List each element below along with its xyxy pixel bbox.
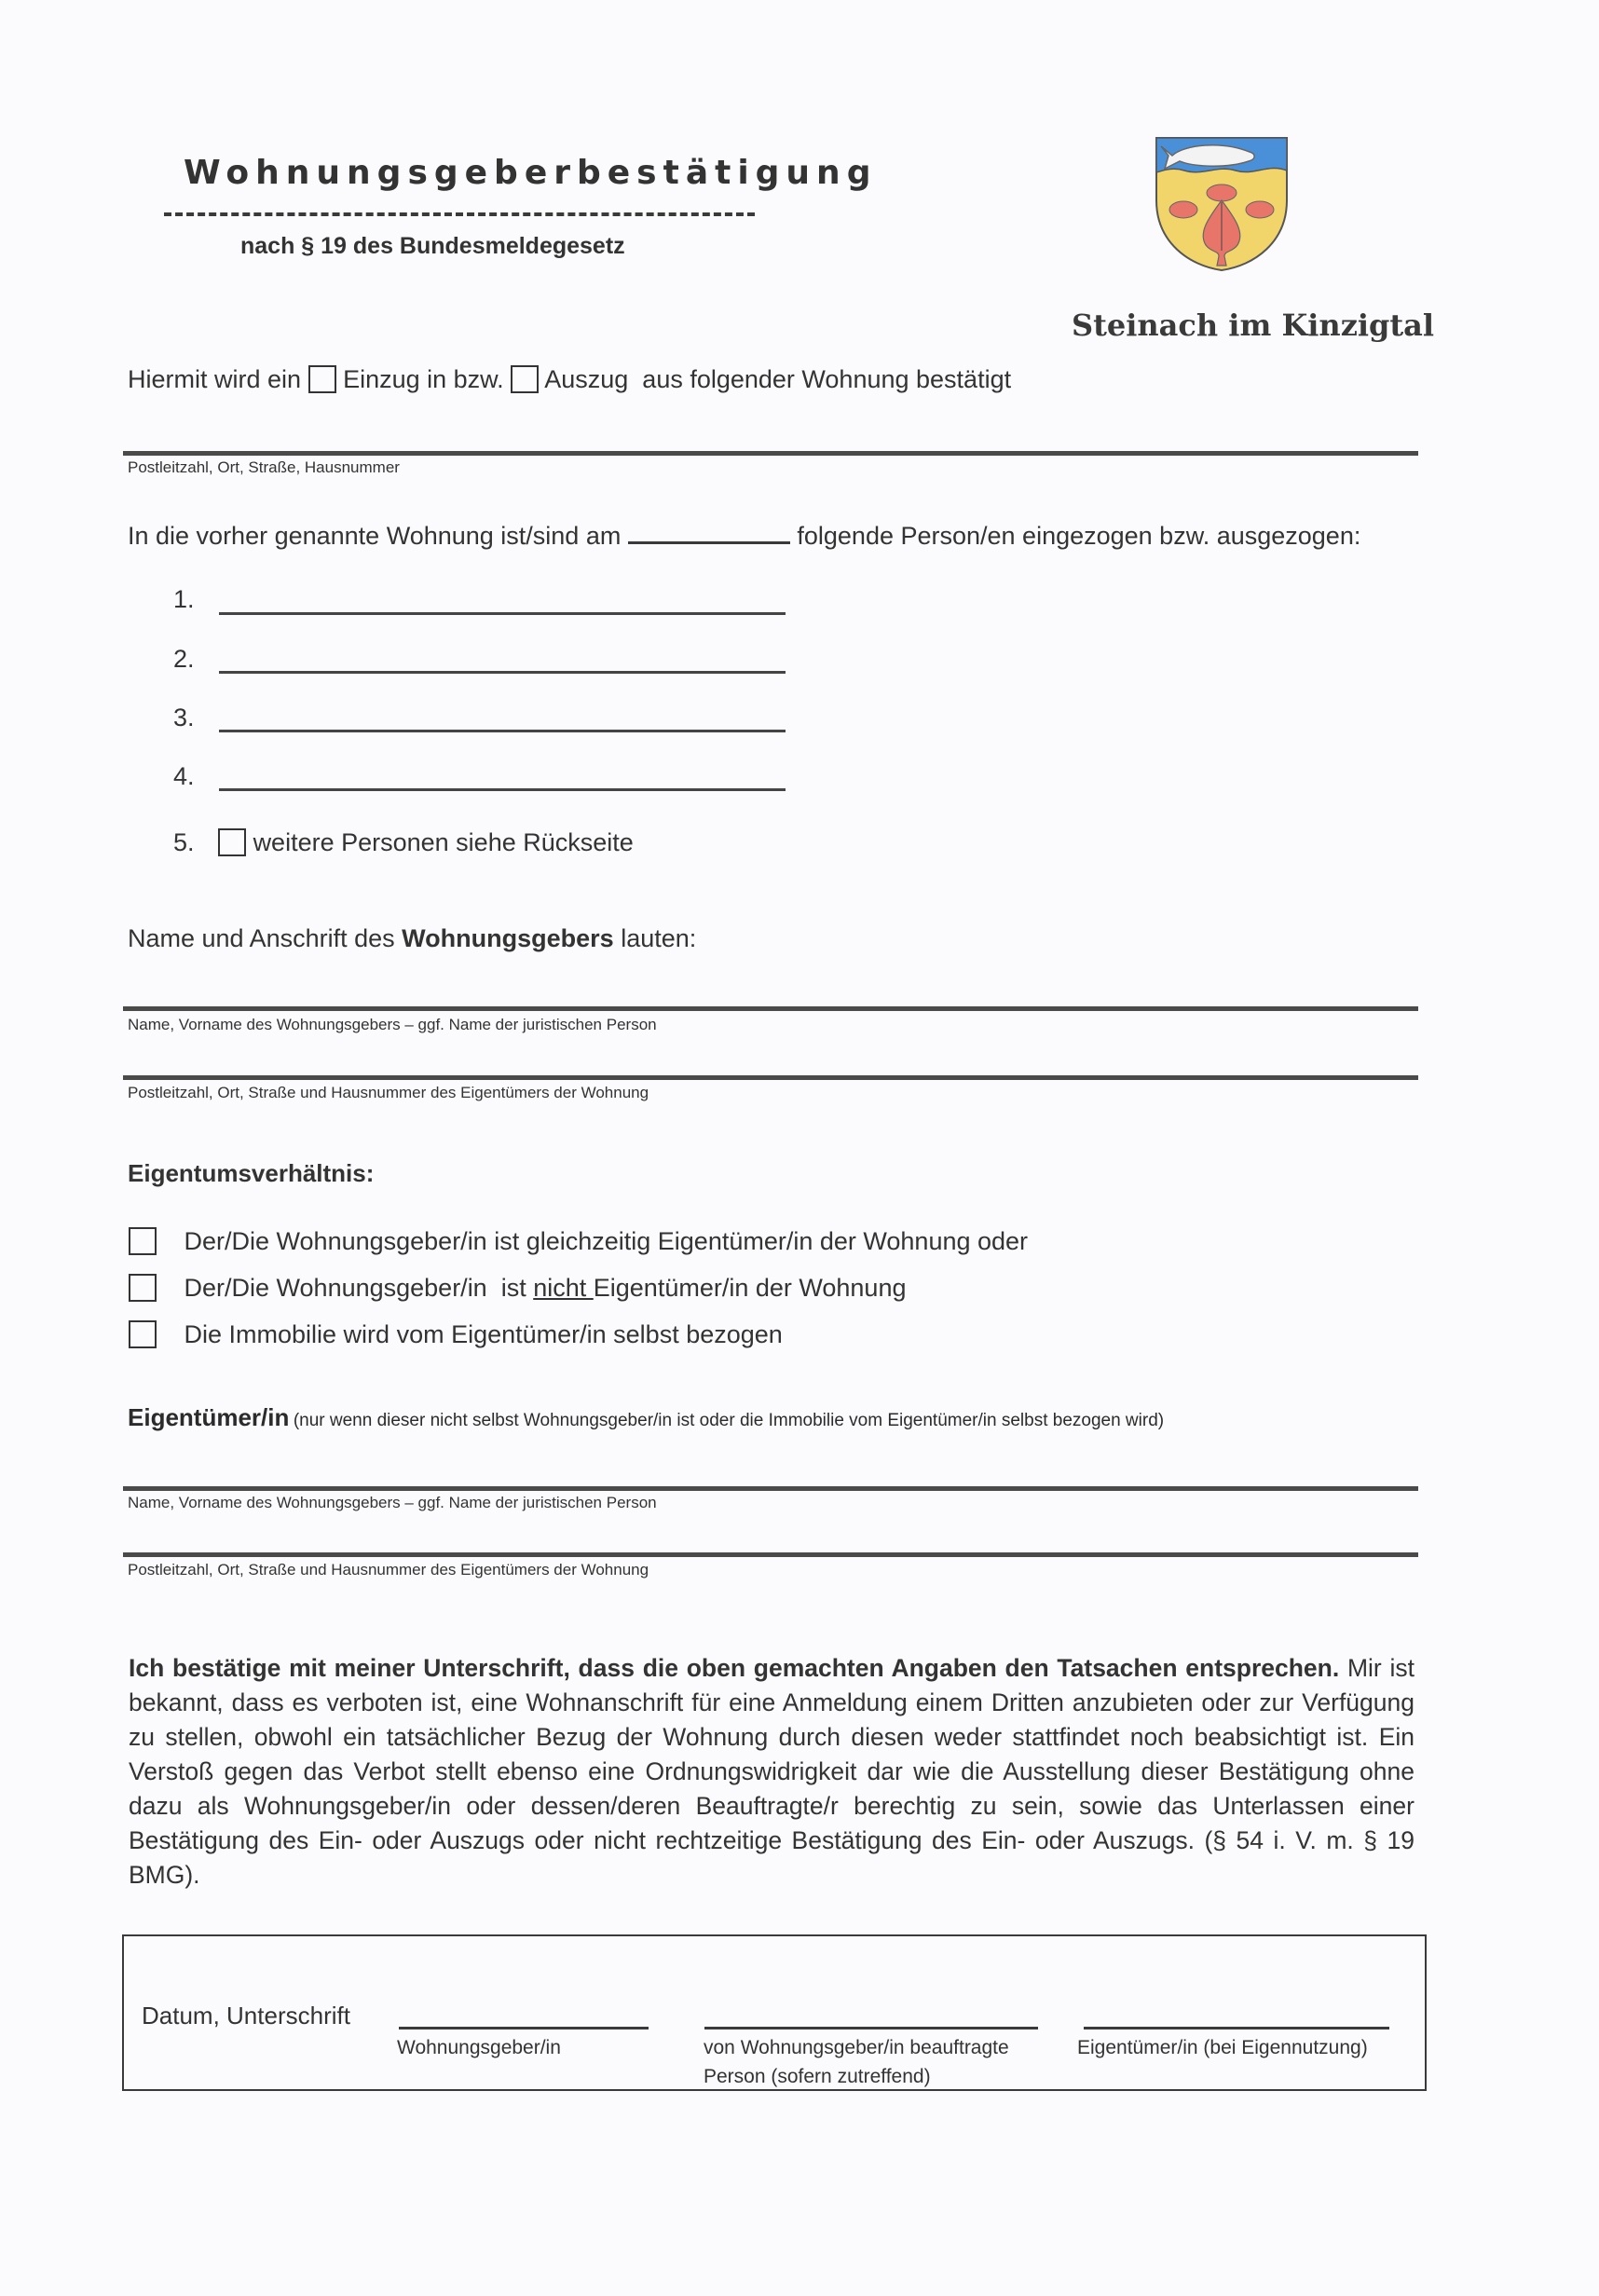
form-subtitle: nach § 19 des Bundesmeldegesetz xyxy=(240,233,625,259)
landlord-address-caption: Postleitzahl, Ort, Straße und Hausnummer des Eigentümers der Wohnung xyxy=(128,1084,649,1101)
ownership-option-3-checkbox[interactable] xyxy=(129,1320,157,1348)
apartment-address-field[interactable] xyxy=(123,451,1418,456)
more-persons-checkbox[interactable] xyxy=(218,828,246,856)
owner-address-field[interactable] xyxy=(123,1552,1418,1557)
ownership-option-2-emphasis: nicht xyxy=(533,1274,594,1302)
owner-name-caption: Name, Vorname des Wohnungsgebers – ggf. Name der juristischen Person xyxy=(128,1494,657,1511)
move-prefix: Hiermit wird ein xyxy=(128,365,302,393)
move-out-label: Auszug xyxy=(544,365,629,393)
ownership-option xyxy=(129,1320,783,1349)
move-type-line xyxy=(128,365,1011,394)
person-3-field[interactable] xyxy=(219,730,786,732)
move-suffix: aus folgender Wohnung bestätigt xyxy=(642,365,1012,393)
ownership-option-2-label: Der/Die Wohnungsgeber/in ist xyxy=(184,1274,534,1302)
more-persons-row xyxy=(173,828,634,857)
declaration-text: Mir ist bekannt, dass es verboten ist, eine Wohnanschrift für eine Anmeldung einem Dritten anzubieten oder zur Verfügung zu stellen, obwohl ein tatsächlicher Bezug der Wohnung durch diesen weder stattfindet noch beabsichtigt ist. Ein Verstoß gegen das Verbot stellt ebenso eine Ordnungswidrigkeit dar wie die Ausstellung dieser Bestätigung ohne dazu als Wohnungsgeber/in oder dessen/deren Beauftragte/r berechtig zu sein, sowie das Unterlassen einer Bestätigung des Ein- oder Auszugs oder nicht rechtzeitige Bestätigung des Ein- oder Auszugs. (§ 54 i. V. m. § 19 BMG). xyxy=(129,1654,1414,1889)
owner-address-caption: Postleitzahl, Ort, Straße und Hausnummer des Eigentümers der Wohnung xyxy=(128,1561,649,1578)
ownership-option-1-checkbox[interactable] xyxy=(129,1227,157,1255)
landlord-heading xyxy=(128,924,696,953)
owner-signature-caption: Eigentümer/in (bei Eigennutzung) xyxy=(1077,2037,1368,2058)
declaration-bold: Ich bestätige mit meiner Unterschrift, dass die oben gemachten Angaben den Tatsachen entsprechen. xyxy=(129,1654,1340,1682)
persons-intro-before: In die vorher genannte Wohnung ist/sind am xyxy=(128,522,622,550)
municipality-name: Steinach im Kinzigtal xyxy=(1072,308,1435,343)
owner-name-field[interactable] xyxy=(123,1486,1418,1491)
person-row-number: 3. xyxy=(173,704,195,731)
landlord-name-field[interactable] xyxy=(123,1006,1418,1011)
landlord-heading-after: lauten: xyxy=(621,924,697,952)
person-1-field[interactable] xyxy=(219,612,786,615)
move-date-field[interactable] xyxy=(628,517,790,544)
ownership-option-3-label: Die Immobilie wird vom Eigentümer/in selbst bezogen xyxy=(184,1320,783,1348)
owner-heading: Eigentümer/in xyxy=(128,1403,290,1431)
landlord-heading-bold: Wohnungsgebers xyxy=(402,924,614,952)
move-out-checkbox[interactable] xyxy=(511,365,539,393)
move-in-checkbox[interactable] xyxy=(308,365,336,393)
ownership-option xyxy=(129,1227,1028,1256)
declaration-paragraph xyxy=(129,1651,1414,1893)
agent-signature-field[interactable] xyxy=(704,2027,1038,2030)
person-row-number: 2. xyxy=(173,645,195,673)
more-persons-label: weitere Personen siehe Rückseite xyxy=(253,828,634,856)
agent-signature-caption: von Wohnungsgeber/in beauftragte Person (sofern zutreffend) xyxy=(704,2037,1009,2087)
owner-signature-field[interactable] xyxy=(1084,2027,1389,2030)
owner-note: (nur wenn dieser nicht selbst Wohnungsgeber/in ist oder die Immobilie vom Eigentümer/in selbst bezogen wird) xyxy=(293,1411,1165,1430)
form-title: Wohnungsgeberbestätigung xyxy=(184,154,878,192)
landlord-heading-before: Name und Anschrift des xyxy=(128,924,395,952)
landlord-name-caption: Name, Vorname des Wohnungsgebers – ggf. Name der juristischen Person xyxy=(128,1016,657,1033)
ownership-option xyxy=(129,1274,906,1303)
persons-intro xyxy=(128,517,1360,551)
coat-of-arms-icon xyxy=(1152,135,1292,273)
ownership-option-1-label: Der/Die Wohnungsgeber/in ist gleichzeitig Eigentümer/in der Wohnung oder xyxy=(184,1227,1029,1255)
ownership-option-2-checkbox[interactable] xyxy=(129,1274,157,1302)
title-underline-divider xyxy=(164,212,755,216)
ownership-option-2-label-end: Eigentümer/in der Wohnung xyxy=(593,1274,907,1302)
apartment-address-caption: Postleitzahl, Ort, Straße, Hausnummer xyxy=(128,458,400,476)
landlord-signature-caption: Wohnungsgeber/in xyxy=(397,2037,561,2058)
landlord-address-field[interactable] xyxy=(123,1075,1418,1080)
person-4-field[interactable] xyxy=(219,788,786,791)
owner-heading-row xyxy=(128,1403,1164,1432)
landlord-signature-field[interactable] xyxy=(399,2027,649,2030)
persons-intro-after: folgende Person/en eingezogen bzw. ausgezogen: xyxy=(797,522,1361,550)
person-2-field[interactable] xyxy=(219,671,786,674)
person-row-number: 1. xyxy=(173,585,195,613)
person-row-number: 5. xyxy=(173,828,195,856)
ownership-heading: Eigentumsverhältnis: xyxy=(128,1159,375,1187)
move-in-label: Einzug in bzw. xyxy=(343,365,504,393)
person-row-number: 4. xyxy=(173,762,195,790)
signature-label: Datum, Unterschrift xyxy=(142,2002,350,2030)
